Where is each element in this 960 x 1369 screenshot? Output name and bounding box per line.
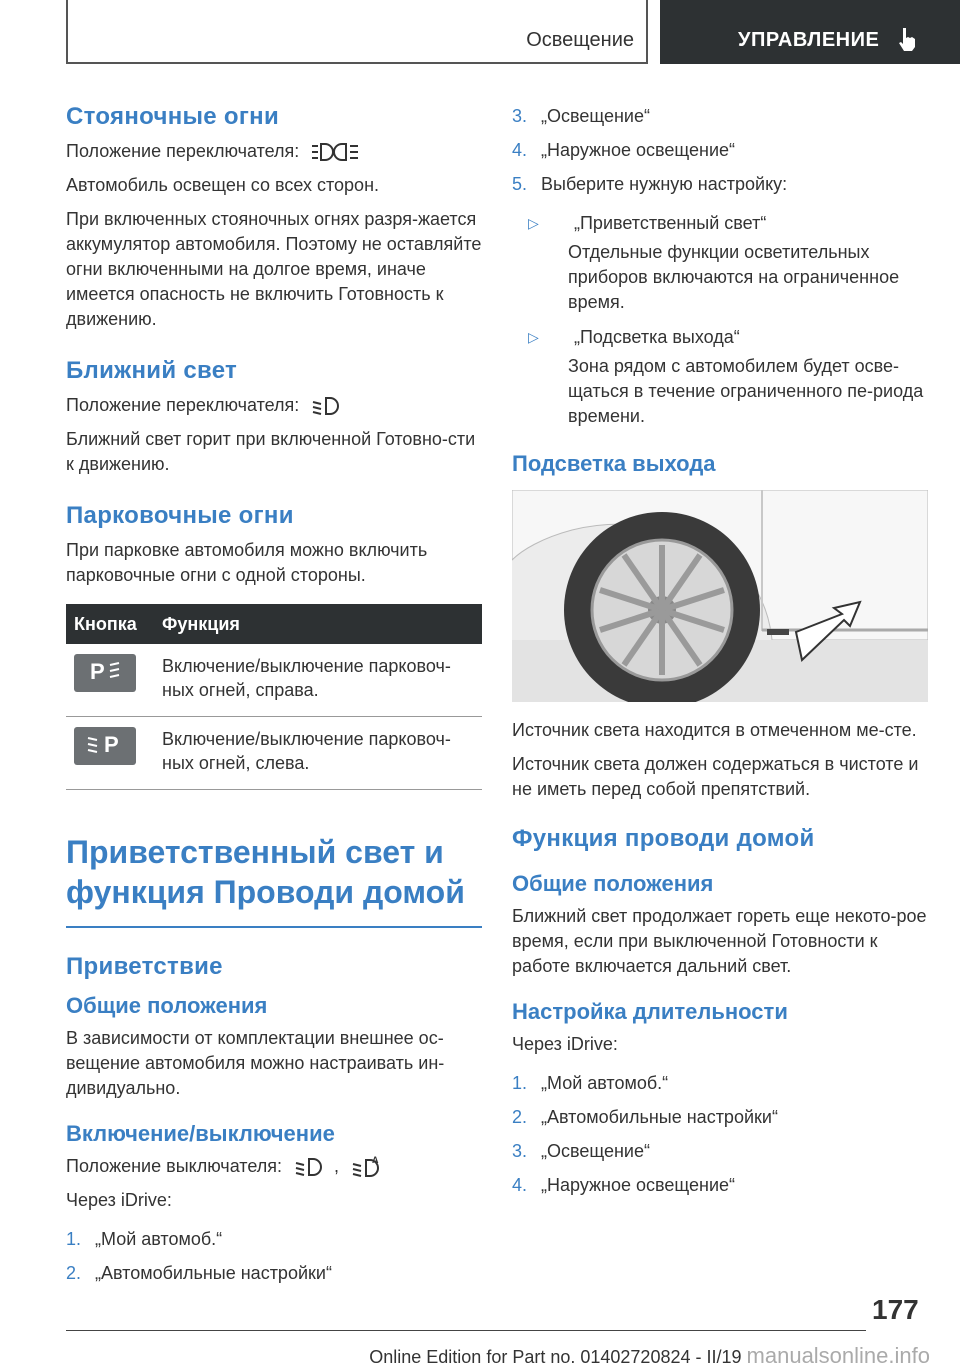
header-section-title: Освещение [526,29,634,51]
heading-greeting: Приветствие [66,953,223,980]
list-item-text: „Освещение“ [541,1141,650,1161]
exit-light-paragraph-2: Источник света должен содержаться в чистоте и не иметь перед собой препятствий. [512,754,919,799]
heading-side-parking: Парковочные огни [66,502,294,529]
triangle-bullet-icon: ▷ [528,215,539,231]
heading-general-2: Общие положения [512,871,714,896]
list-item [66,1261,482,1286]
heading-welcome-light: Приветственный свет и функция Проводи домой [66,832,482,928]
list-item-number: 5. [512,174,528,194]
sub-list-item-title: „Подсветка выхода“ [574,327,740,347]
low-beam-paragraph-1: Ближний свет горит при включенной Готовно-сти к движению. [66,429,476,474]
footer-edition [0,1343,930,1369]
list-item [512,1139,928,1164]
sub-list-item [512,325,928,350]
table-row [66,717,482,790]
side-parking-paragraph: При парковке автомобиля можно включить парковочные огни с одной стороны. [66,540,428,585]
table-cell-function: Включение/выключение парковоч-ных огней, слева. [154,717,482,790]
switch-position-line [66,139,482,164]
triangle-bullet-icon: ▷ [528,329,539,345]
list-item [66,1227,482,1252]
list-item-text: „Автомобильные настройки“ [541,1107,778,1127]
parking-paragraph-1: Автомобиль освещен со всех сторон. [66,175,380,195]
parking-buttons-table [66,604,482,790]
list-item [512,172,928,197]
sub-list-item-body: Отдельные функции осветительных приборов включаются на ограниченное время. [568,242,900,312]
header-chapter-box [660,0,960,64]
list-item-number: 1. [66,1229,82,1250]
exit-light-paragraph-1: Источник света находится в отмеченном ме-сте. [512,720,917,740]
table-cell-function: Включение/выключение парковоч-ных огней, справа. [154,644,482,717]
list-item-number: 2. [512,1107,528,1127]
general-paragraph: В зависимости от комплектации внешнее ос-вещение автомобиля можно настраивать ин-дивидуально. [66,1028,445,1098]
heading-on-off: Включение/выключение [66,1121,335,1146]
low-beam-symbol-icon [295,1156,325,1178]
sub-list-item-title: „Приветственный свет“ [574,213,767,233]
heading-low-beam: Ближний свет [66,357,238,384]
left-column [66,104,482,1295]
table-header-button: Кнопка [66,604,154,644]
table-header-function: Функция [154,604,482,644]
watermark: manualsonline.info [746,1343,930,1368]
list-item-text: „Наружное освещение“ [541,1175,736,1195]
sub-list-item [512,211,928,236]
table-header-row [66,604,482,644]
list-item [512,1071,928,1096]
footer-edition-text: Online Edition for Part no. 01402720824 - II/19 [369,1347,742,1367]
list-item-text: Выберите нужную настройку: [541,174,788,194]
svg-text:A: A [372,1155,379,1166]
heading-general: Общие положения [66,993,268,1018]
sub-list-item-body: Зона рядом с автомобилем будет осве-щаться в течение ограниченного пе-риода времени. [568,356,924,426]
list-item-number: 2. [66,1263,82,1284]
header-section-box [66,0,648,64]
parking-lights-symbol-icon [312,141,368,163]
car-wheel-illustration [512,490,928,702]
low-beam-position-label: Положение переключателя: [66,395,300,415]
page-number: 177 [872,1294,919,1325]
list-item-text: „Наружное освещение“ [541,140,736,160]
list-item-text: „Автомобильные настройки“ [95,1263,332,1284]
parking-light-left-icon: P [74,727,136,765]
parking-paragraph-2: При включенных стояночных огнях разря-жается аккумулятор автомобиля. Поэтому не оставляйте огни включенными на долгое время, иначе имеется опасность не включить Готовность к движению. [66,209,482,329]
auto-headlight-symbol-icon [352,1155,382,1179]
list-item-number: 3. [512,106,528,126]
via-idrive-label-2: Через iDrive: [512,1034,618,1054]
list-item-number: 3. [512,1141,528,1161]
parking-light-right-icon: P [74,654,136,692]
heading-exit-light: Подсветка выхода [512,451,716,476]
heading-duration-setting: Настройка длительности [512,999,788,1024]
low-beam-symbol-icon [312,395,342,417]
right-column [512,104,928,1207]
list-item-text: „Мой автомоб.“ [541,1073,669,1093]
on-off-position-label: Положение выключателя: [66,1156,283,1176]
on-off-separator: , [334,1156,340,1176]
via-idrive-label: Через iDrive: [66,1190,172,1211]
follow-me-paragraph: Ближний свет продолжает гореть еще некото-рое время, если при выключенной Готовности к работе включается дальний свет. [512,906,927,976]
table-row [66,644,482,717]
footer-divider [66,1330,866,1331]
list-item-number: 4. [512,140,528,160]
on-off-position-line [66,1154,482,1179]
list-item [512,104,928,129]
low-beam-position-line [66,393,482,418]
list-item-number: 4. [512,1175,528,1195]
list-item-text: „Освещение“ [541,106,650,126]
list-item-number: 1. [512,1073,528,1093]
heading-follow-me-home: Функция проводи домой [512,825,815,852]
hand-pointer-icon [896,26,922,52]
list-item [512,138,928,163]
list-item [512,1173,928,1198]
header-chapter-title: УПРАВЛЕНИЕ [738,29,880,51]
list-item-text: „Мой автомоб.“ [95,1229,223,1250]
heading-parking-lights: Стояночные огни [66,103,280,130]
list-item [512,1105,928,1130]
switch-position-label: Положение переключателя: [66,141,300,161]
